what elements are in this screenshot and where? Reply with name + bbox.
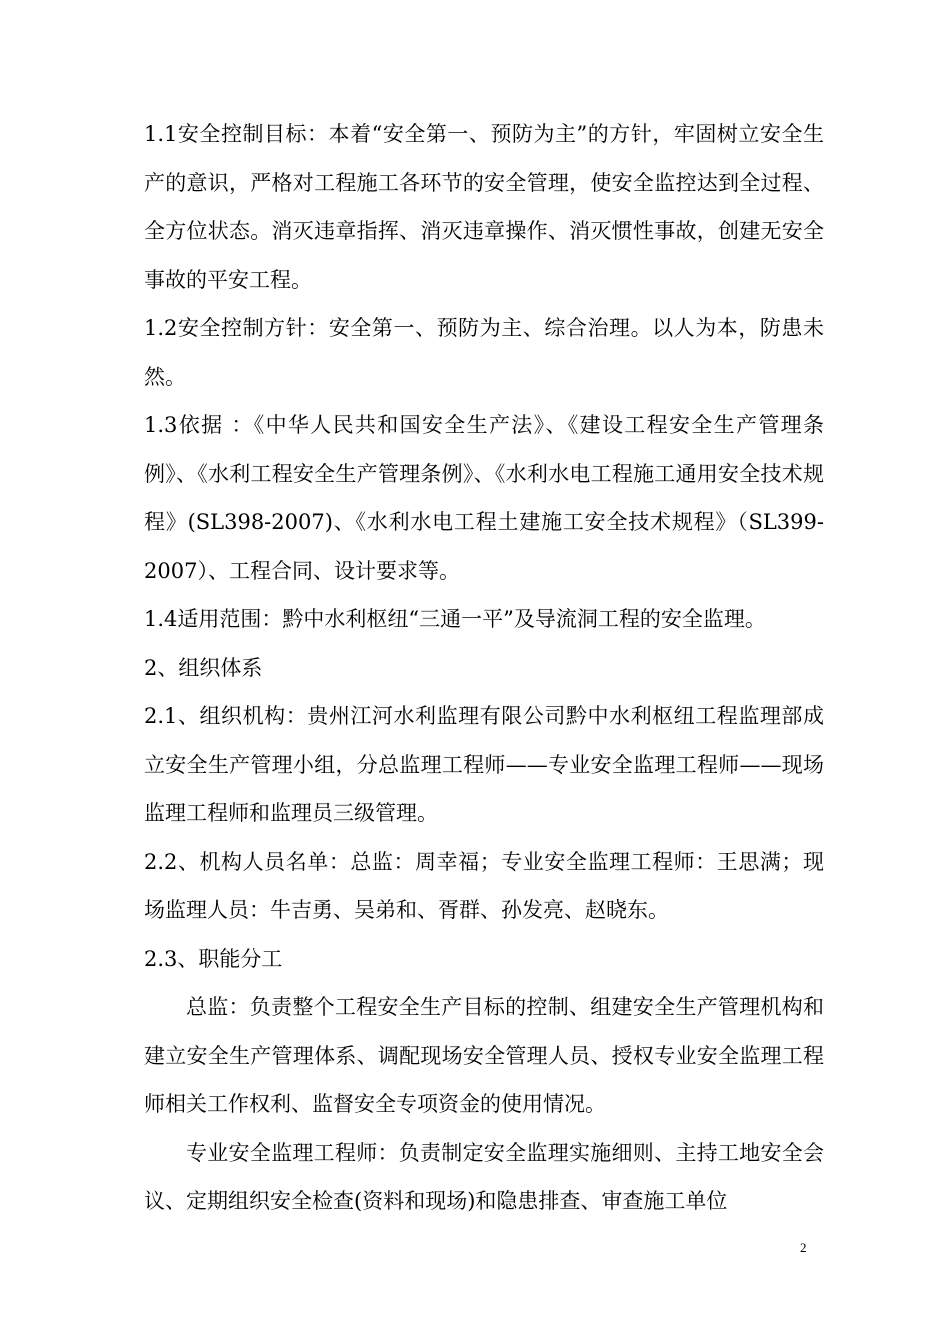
paragraph-1-4-scope: 1.4适用范围：黔中水利枢纽“三通一平”及导流洞工程的安全监理。 (144, 607, 766, 631)
paragraph-2-1-organization: 2.1、组织机构：贵州江河水利监理有限公司黔中水利枢纽工程监理部成立安全生产管理小组，分总监理工程师——专业安全监理工程师——现场监理工程师和监理员三级管理。 (144, 704, 824, 825)
page-number: 2 (800, 1240, 807, 1255)
paragraph-1-2-safety-policy: 1.2安全控制方针：安全第一、预防为主、综合治理。以人为本，防患未然。 (144, 316, 824, 389)
paragraph-safety-engineer-duties: 专业安全监理工程师：负责制定安全监理实施细则、主持工地安全会议、定期组织安全检查(资料和现场)和隐患排查、审查施工单位 (144, 1140, 824, 1213)
document-body (144, 110, 824, 1226)
heading-2-organization: 2、组织体系 (144, 655, 263, 680)
paragraph-1-3-basis: 1.3依据 ：《中华人民共和国安全生产法》、《建设工程安全生产管理条例》、《水利工程安全生产管理条例》、《水利水电工程施工通用安全技术规程》(SL398-2007)、《水利水电工程土建施工安全技术规程》（SL399-2007）、工程合同、设计要求等。 (144, 413, 824, 583)
heading-2-3-duties: 2.3、职能分工 (144, 946, 283, 971)
paragraph-1-1-safety-goal: 1.1安全控制目标：本着“安全第一、预防为主”的方针，牢固树立安全生产的意识，严格对工程施工各环节的安全管理，使安全监控达到全过程、全方位状态。消灭违章指挥、消灭违章操作、消灭惯性事故，创建无安全事故的平安工程。 (144, 122, 824, 292)
paragraph-2-2-personnel: 2.2、机构人员名单：总监：周幸福；专业安全监理工程师：王思满；现场监理人员：牛吉勇、吴弟和、胥群、孙发亮、赵晓东。 (144, 849, 824, 922)
paragraph-chief-duties: 总监：负责整个工程安全生产目标的控制、组建安全生产管理机构和建立安全生产管理体系、调配现场安全管理人员、授权专业安全监理工程师相关工作权利、监督安全专项资金的使用情况。 (144, 995, 824, 1116)
